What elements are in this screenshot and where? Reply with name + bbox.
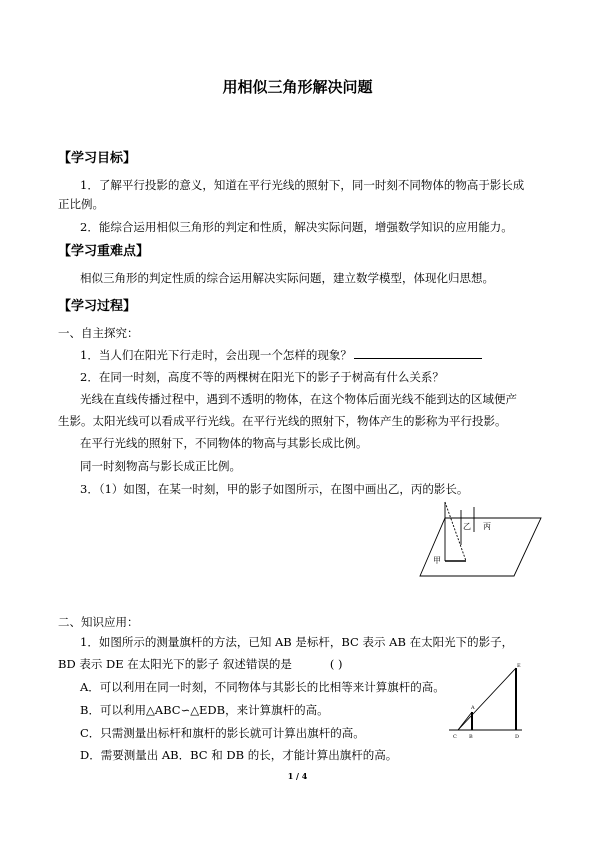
key-points-heading: 【学习重难点】 [58, 244, 150, 259]
label-D: D [515, 734, 520, 740]
application-1-line-2 [58, 656, 343, 672]
question-1-text: 1．当人们在阳光下行走时，会出现一个怎样的现象？ [80, 348, 352, 362]
answer-blank[interactable] [354, 348, 482, 359]
label-yi: 乙 [463, 522, 471, 531]
question-1 [80, 347, 482, 363]
page-number: 1 / 4 [287, 771, 308, 781]
question-2: 2．在同一时刻，高度不等的两棵树在阳光下的影子于树高有什么关系？ [80, 370, 444, 384]
light-ray [445, 502, 466, 561]
option-c: C．只需测量出标杆和旗杆的影长就可计算出旗杆的高。 [80, 726, 365, 740]
ray-CA [458, 712, 472, 730]
part2-heading: 二、知识应用： [58, 615, 139, 629]
sun-ray-line [458, 668, 516, 730]
option-b: B．可以利用△ABC∽△EDB，来计算旗杆的高。 [80, 703, 329, 717]
option-a: A．可以利用在同一时刻，不同物体与其影长的比相等来计算旗杆的高。 [80, 680, 445, 694]
label-A: A [471, 705, 475, 711]
label-E: E [517, 663, 521, 669]
ground-plane [420, 518, 541, 576]
paragraph-2: 在平行光线的照射下，不同物体的物高与其影长成比例。 [80, 436, 368, 450]
label-jia: 甲 [433, 556, 441, 565]
answer-parentheses[interactable]: ( ) [329, 657, 343, 671]
application-1-line-1: 1．如图所示的测量旗杆的方法，已知 AB 是标杆，BC 表示 AB 在太阳光下的影子， [80, 635, 514, 649]
goals-heading: 【学习目标】 [58, 151, 137, 166]
goal-item-1-line-1: 1．了解平行投影的意义，知道在平行光线的照射下，同一时刻不同物体的物高于影长成 [80, 178, 525, 192]
paragraph-1-line-2: 生影。太阳光线可以看成平行光线。在平行光线的照射下，物体产生的影称为平行投影。 [58, 414, 507, 428]
key-points-text: 相似三角形的判定性质的综合运用解决实际问题，建立数学模型，体现化归思想。 [80, 271, 494, 285]
shadow-figure [415, 490, 550, 580]
flagpole-figure [444, 660, 529, 742]
question-3: 3．（1）如图，在某一时刻，甲的影子如图所示，在图中画出乙，丙的影长。 [80, 482, 469, 496]
paragraph-1-line-1: 光线在直线传播过程中，遇到不透明的物体，在这个物体后面光线不能到达的区域便产 [80, 392, 517, 406]
goal-item-2: 2．能综合运用相似三角形的判定和性质，解决实际问题，增强数学知识的应用能力。 [80, 220, 513, 234]
option-d: D．需要测量出 AB．BC 和 DB 的长，才能计算出旗杆的高。 [80, 748, 398, 762]
application-1-text: BD 表示 DE 在太阳光下的影子 叙述错误的是 [58, 657, 292, 671]
process-heading: 【学习过程】 [58, 299, 137, 314]
part1-heading: 一、自主探究： [58, 326, 139, 340]
page-title: 用相似三角形解决问题 [222, 78, 373, 96]
goal-item-1-line-2: 正比例。 [58, 197, 104, 211]
paragraph-3: 同一时刻物高与影长成正比例。 [80, 459, 241, 473]
label-bing: 丙 [483, 522, 491, 531]
label-C: C [453, 734, 457, 740]
label-B: B [469, 734, 473, 740]
